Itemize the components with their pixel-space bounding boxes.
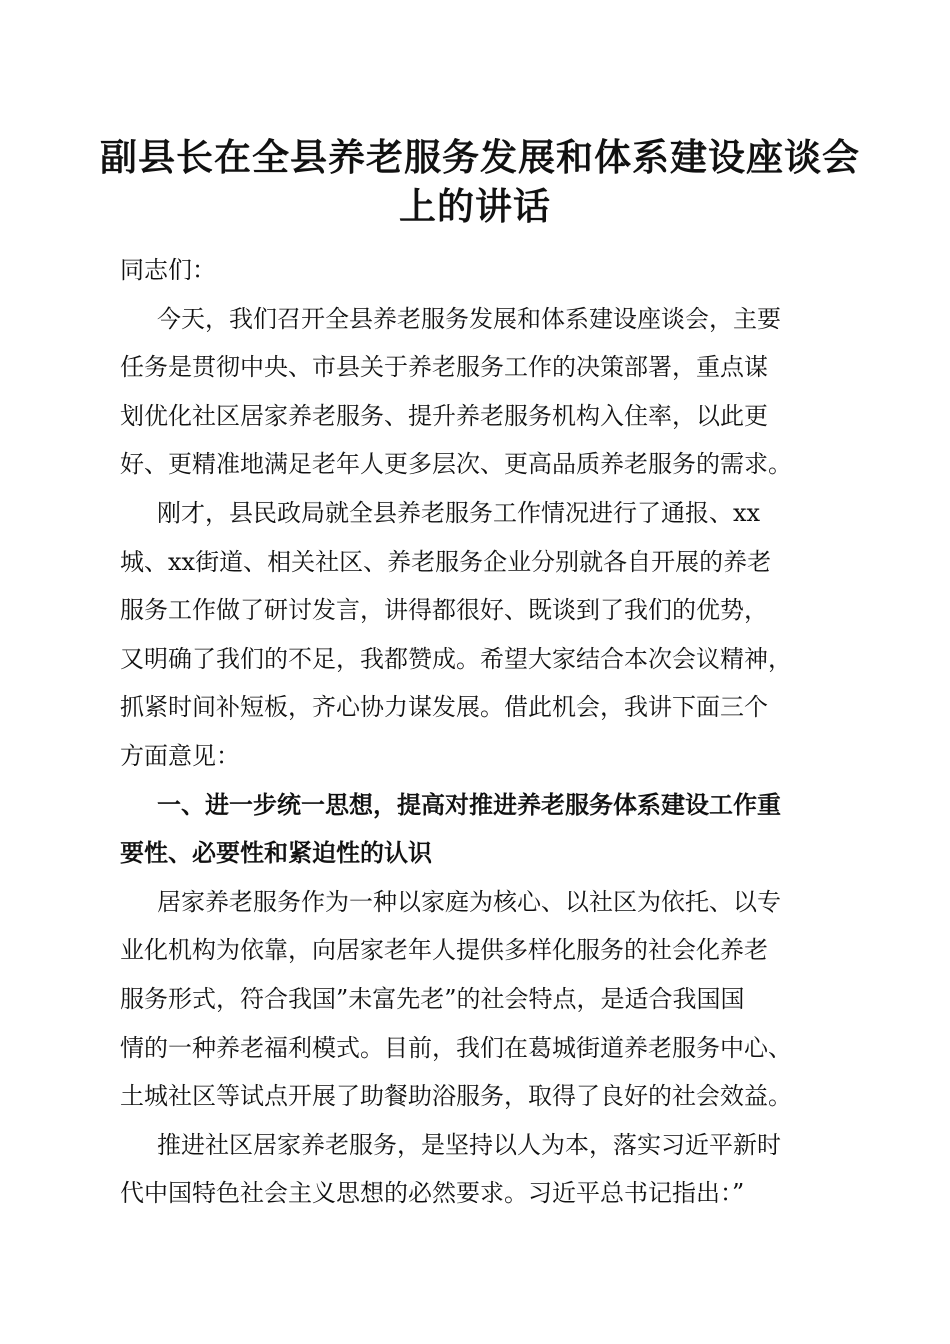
heading-line: 要性、必要性和紧迫性的认识 xyxy=(120,839,432,868)
paragraph-4 xyxy=(120,1121,835,1218)
paragraph-line: 居家养老服务作为一种以家庭为核心、以社区为依托、以专 xyxy=(157,887,781,916)
paragraph-line: 又明确了我们的不足，我都赞成。希望大家结合本次会议精神， xyxy=(120,644,792,673)
paragraph-line: 今天，我们召开全县养老服务发展和体系建设座谈会，主要 xyxy=(157,304,781,333)
paragraph-line: 服务形式，符合我国”未富先老”的社会特点，是适合我国国 xyxy=(120,984,745,1013)
paragraph-line: 任务是贯彻中央、市县关于养老服务工作的决策部署，重点谋 xyxy=(120,353,768,382)
salutation: 同志们： xyxy=(120,256,216,284)
paragraph-line: 业化机构为依靠，向居家老年人提供多样化服务的社会化养老 xyxy=(120,936,768,965)
paragraph-line: 刚才，县民政局就全县养老服务工作情况进行了通报、xx xyxy=(157,498,761,527)
paragraph-line: 情的一种养老福利模式。目前，我们在葛城街道养老服务中心、 xyxy=(120,1033,792,1062)
paragraph-line: 土城社区等试点开展了助餐助浴服务，取得了良好的社会效益。 xyxy=(120,1082,792,1111)
document-title xyxy=(100,133,860,231)
paragraph-line: 抓紧时间补短板，齐心协力谋发展。借此机会，我讲下面三个 xyxy=(120,693,768,722)
title-line-2: 上的讲话 xyxy=(399,184,551,228)
paragraph-line: 城、xx街道、相关社区、养老服务企业分别就各自开展的养老 xyxy=(120,547,772,576)
paragraph-1 xyxy=(120,295,835,489)
title-line-1: 副县长在全县养老服务发展和体系建设座谈会 xyxy=(100,135,860,179)
paragraph-line: 服务工作做了研讨发言，讲得都很好、既谈到了我们的优势， xyxy=(120,596,768,625)
paragraph-line: 推进社区居家养老服务，是坚持以人为本，落实习近平新时 xyxy=(157,1130,781,1159)
paragraph-line: 好、更精准地满足老年人更多层次、更高品质养老服务的需求。 xyxy=(120,450,792,479)
paragraph-3 xyxy=(120,878,835,1121)
heading-line: 一、进一步统一思想，提高对推进养老服务体系建设工作重 xyxy=(157,790,781,819)
section-heading-1 xyxy=(120,781,835,878)
paragraph-2 xyxy=(120,489,835,781)
paragraph-line: 划优化社区居家养老服务、提升养老服务机构入住率，以此更 xyxy=(120,401,768,430)
paragraph-line: 方面意见： xyxy=(120,741,240,770)
document-body xyxy=(120,246,835,1218)
paragraph-line: 代中国特色社会主义思想的必然要求。习近平总书记指出：” xyxy=(120,1179,745,1208)
